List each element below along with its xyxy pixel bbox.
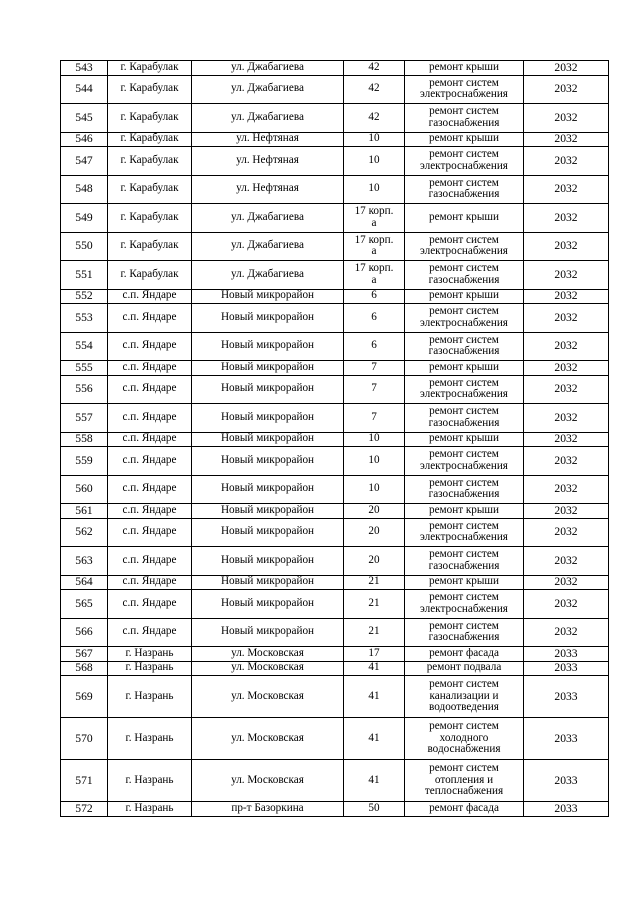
settlement-cell: с.п. Яндаре [108, 447, 192, 476]
settlement-cell: с.п. Яндаре [108, 304, 192, 333]
year-cell: 2032 [524, 432, 609, 447]
house-number-cell: 21 [344, 575, 405, 590]
work-type-cell: ремонт систем газоснабжения [405, 618, 524, 647]
work-type-cell: ремонт крыши [405, 361, 524, 376]
work-type-cell: ремонт систем электроснабжения [405, 147, 524, 176]
street-cell: ул. Московская [192, 647, 344, 662]
row-number-cell: 551 [61, 261, 108, 290]
table-row [61, 332, 609, 361]
row-number-cell: 552 [61, 289, 108, 304]
house-number-cell: 7 [344, 361, 405, 376]
work-type-cell: ремонт систем газоснабжения [405, 261, 524, 290]
year-cell: 2032 [524, 232, 609, 261]
street-cell: ул. Московская [192, 676, 344, 718]
work-type-cell: ремонт крыши [405, 132, 524, 147]
year-cell: 2033 [524, 661, 609, 676]
street-cell: ул. Джабагиева [192, 232, 344, 261]
street-cell: ул. Джабагиева [192, 261, 344, 290]
row-number-cell: 571 [61, 760, 108, 802]
settlement-cell: с.п. Яндаре [108, 289, 192, 304]
row-number-cell: 545 [61, 104, 108, 133]
street-cell: Новый микрорайон [192, 504, 344, 519]
work-type-cell: ремонт систем газоснабжения [405, 104, 524, 133]
row-number-cell: 560 [61, 475, 108, 504]
house-number-cell: 20 [344, 547, 405, 576]
work-type-cell: ремонт фасада [405, 802, 524, 817]
table-row [61, 375, 609, 404]
table-row [61, 204, 609, 233]
year-cell: 2032 [524, 204, 609, 233]
work-type-cell: ремонт систем газоснабжения [405, 404, 524, 433]
table-row [61, 432, 609, 447]
table-row [61, 447, 609, 476]
house-number-cell: 7 [344, 375, 405, 404]
settlement-cell: г. Назрань [108, 676, 192, 718]
settlement-cell: г. Карабулак [108, 132, 192, 147]
house-number-cell: 50 [344, 802, 405, 817]
street-cell: Новый микрорайон [192, 304, 344, 333]
table-row [61, 647, 609, 662]
table-row [61, 132, 609, 147]
row-number-cell: 554 [61, 332, 108, 361]
table-row [61, 61, 609, 76]
table-row [61, 718, 609, 760]
year-cell: 2032 [524, 61, 609, 76]
year-cell: 2032 [524, 575, 609, 590]
work-type-cell: ремонт систем газоснабжения [405, 332, 524, 361]
house-number-cell: 21 [344, 618, 405, 647]
settlement-cell: с.п. Яндаре [108, 332, 192, 361]
house-number-cell: 41 [344, 661, 405, 676]
table-body [61, 61, 609, 817]
settlement-cell: с.п. Яндаре [108, 432, 192, 447]
year-cell: 2032 [524, 447, 609, 476]
street-cell: Новый микрорайон [192, 375, 344, 404]
house-number-cell: 41 [344, 676, 405, 718]
table-row [61, 361, 609, 376]
house-number-cell: 10 [344, 132, 405, 147]
row-number-cell: 572 [61, 802, 108, 817]
year-cell: 2032 [524, 618, 609, 647]
settlement-cell: с.п. Яндаре [108, 404, 192, 433]
street-cell: ул. Нефтяная [192, 175, 344, 204]
repair-schedule-table [60, 60, 609, 817]
settlement-cell: с.п. Яндаре [108, 575, 192, 590]
work-type-cell: ремонт систем электроснабжения [405, 518, 524, 547]
row-number-cell: 567 [61, 647, 108, 662]
house-number-cell: 42 [344, 75, 405, 104]
street-cell: ул. Джабагиева [192, 104, 344, 133]
year-cell: 2032 [524, 590, 609, 619]
year-cell: 2032 [524, 375, 609, 404]
work-type-cell: ремонт систем электроснабжения [405, 590, 524, 619]
house-number-cell: 10 [344, 147, 405, 176]
row-number-cell: 557 [61, 404, 108, 433]
street-cell: ул. Московская [192, 718, 344, 760]
street-cell: Новый микрорайон [192, 332, 344, 361]
street-cell: Новый микрорайон [192, 289, 344, 304]
street-cell: Новый микрорайон [192, 575, 344, 590]
year-cell: 2032 [524, 104, 609, 133]
street-cell: Новый микрорайон [192, 404, 344, 433]
table-row [61, 304, 609, 333]
table-row [61, 147, 609, 176]
year-cell: 2033 [524, 718, 609, 760]
work-type-cell: ремонт крыши [405, 61, 524, 76]
row-number-cell: 556 [61, 375, 108, 404]
house-number-cell: 10 [344, 475, 405, 504]
work-type-cell: ремонт систем электроснабжения [405, 232, 524, 261]
house-number-cell: 10 [344, 432, 405, 447]
house-number-cell: 41 [344, 760, 405, 802]
year-cell: 2033 [524, 647, 609, 662]
table-row [61, 575, 609, 590]
row-number-cell: 558 [61, 432, 108, 447]
table-row [61, 475, 609, 504]
table-row [61, 232, 609, 261]
row-number-cell: 566 [61, 618, 108, 647]
house-number-cell: 41 [344, 718, 405, 760]
year-cell: 2033 [524, 760, 609, 802]
year-cell: 2032 [524, 547, 609, 576]
settlement-cell: с.п. Яндаре [108, 375, 192, 404]
row-number-cell: 568 [61, 661, 108, 676]
settlement-cell: с.п. Яндаре [108, 518, 192, 547]
table-row [61, 618, 609, 647]
row-number-cell: 564 [61, 575, 108, 590]
settlement-cell: г. Карабулак [108, 261, 192, 290]
settlement-cell: с.п. Яндаре [108, 618, 192, 647]
street-cell: ул. Джабагиева [192, 61, 344, 76]
settlement-cell: с.п. Яндаре [108, 475, 192, 504]
settlement-cell: с.п. Яндаре [108, 590, 192, 619]
street-cell: Новый микрорайон [192, 361, 344, 376]
house-number-cell: 20 [344, 504, 405, 519]
settlement-cell: г. Назрань [108, 647, 192, 662]
work-type-cell: ремонт систем газоснабжения [405, 175, 524, 204]
row-number-cell: 570 [61, 718, 108, 760]
work-type-cell: ремонт систем отопления и теплоснабжения [405, 760, 524, 802]
row-number-cell: 547 [61, 147, 108, 176]
year-cell: 2032 [524, 289, 609, 304]
year-cell: 2032 [524, 518, 609, 547]
work-type-cell: ремонт систем холодного водоснабжения [405, 718, 524, 760]
settlement-cell: г. Назрань [108, 661, 192, 676]
street-cell: ул. Джабагиева [192, 204, 344, 233]
table-row [61, 590, 609, 619]
work-type-cell: ремонт фасада [405, 647, 524, 662]
work-type-cell: ремонт систем газоснабжения [405, 475, 524, 504]
year-cell: 2032 [524, 261, 609, 290]
work-type-cell: ремонт систем канализации и водоотведения [405, 676, 524, 718]
row-number-cell: 561 [61, 504, 108, 519]
table-row [61, 504, 609, 519]
row-number-cell: 569 [61, 676, 108, 718]
year-cell: 2032 [524, 304, 609, 333]
house-number-cell: 6 [344, 304, 405, 333]
row-number-cell: 565 [61, 590, 108, 619]
year-cell: 2032 [524, 175, 609, 204]
house-number-cell: 6 [344, 289, 405, 304]
house-number-cell: 42 [344, 104, 405, 133]
house-number-cell: 10 [344, 447, 405, 476]
street-cell: Новый микрорайон [192, 547, 344, 576]
year-cell: 2032 [524, 132, 609, 147]
street-cell: Новый микрорайон [192, 518, 344, 547]
table-row [61, 760, 609, 802]
work-type-cell: ремонт подвала [405, 661, 524, 676]
house-number-cell: 20 [344, 518, 405, 547]
house-number-cell: 21 [344, 590, 405, 619]
street-cell: Новый микрорайон [192, 475, 344, 504]
work-type-cell: ремонт крыши [405, 575, 524, 590]
work-type-cell: ремонт крыши [405, 204, 524, 233]
street-cell: ул. Московская [192, 760, 344, 802]
house-number-cell: 42 [344, 61, 405, 76]
work-type-cell: ремонт систем электроснабжения [405, 75, 524, 104]
street-cell: ул. Нефтяная [192, 132, 344, 147]
house-number-cell: 6 [344, 332, 405, 361]
row-number-cell: 549 [61, 204, 108, 233]
year-cell: 2033 [524, 676, 609, 718]
row-number-cell: 562 [61, 518, 108, 547]
row-number-cell: 563 [61, 547, 108, 576]
row-number-cell: 546 [61, 132, 108, 147]
row-number-cell: 555 [61, 361, 108, 376]
table-row [61, 289, 609, 304]
year-cell: 2032 [524, 75, 609, 104]
street-cell: ул. Джабагиева [192, 75, 344, 104]
settlement-cell: г. Карабулак [108, 147, 192, 176]
settlement-cell: с.п. Яндаре [108, 547, 192, 576]
house-number-cell: 17 корп. а [344, 232, 405, 261]
year-cell: 2032 [524, 361, 609, 376]
work-type-cell: ремонт систем электроснабжения [405, 375, 524, 404]
table-row [61, 261, 609, 290]
street-cell: ул. Нефтяная [192, 147, 344, 176]
settlement-cell: г. Карабулак [108, 104, 192, 133]
street-cell: Новый микрорайон [192, 618, 344, 647]
settlement-cell: г. Назрань [108, 760, 192, 802]
settlement-cell: г. Карабулак [108, 232, 192, 261]
settlement-cell: г. Карабулак [108, 61, 192, 76]
settlement-cell: г. Карабулак [108, 75, 192, 104]
table-row [61, 518, 609, 547]
year-cell: 2033 [524, 802, 609, 817]
work-type-cell: ремонт крыши [405, 432, 524, 447]
house-number-cell: 17 корп. а [344, 261, 405, 290]
row-number-cell: 550 [61, 232, 108, 261]
settlement-cell: с.п. Яндаре [108, 361, 192, 376]
work-type-cell: ремонт систем электроснабжения [405, 304, 524, 333]
settlement-cell: г. Карабулак [108, 175, 192, 204]
year-cell: 2032 [524, 404, 609, 433]
street-cell: Новый микрорайон [192, 432, 344, 447]
row-number-cell: 544 [61, 75, 108, 104]
settlement-cell: г. Карабулак [108, 204, 192, 233]
row-number-cell: 559 [61, 447, 108, 476]
year-cell: 2032 [524, 147, 609, 176]
table-row [61, 676, 609, 718]
table-row [61, 404, 609, 433]
work-type-cell: ремонт крыши [405, 504, 524, 519]
year-cell: 2032 [524, 504, 609, 519]
row-number-cell: 543 [61, 61, 108, 76]
table-row [61, 661, 609, 676]
table-row [61, 175, 609, 204]
street-cell: пр-т Базоркина [192, 802, 344, 817]
row-number-cell: 548 [61, 175, 108, 204]
year-cell: 2032 [524, 332, 609, 361]
table-row [61, 75, 609, 104]
house-number-cell: 7 [344, 404, 405, 433]
table-row [61, 802, 609, 817]
row-number-cell: 553 [61, 304, 108, 333]
street-cell: ул. Московская [192, 661, 344, 676]
settlement-cell: г. Назрань [108, 718, 192, 760]
street-cell: Новый микрорайон [192, 590, 344, 619]
house-number-cell: 10 [344, 175, 405, 204]
work-type-cell: ремонт систем электроснабжения [405, 447, 524, 476]
house-number-cell: 17 [344, 647, 405, 662]
street-cell: Новый микрорайон [192, 447, 344, 476]
house-number-cell: 17 корп. а [344, 204, 405, 233]
work-type-cell: ремонт крыши [405, 289, 524, 304]
settlement-cell: с.п. Яндаре [108, 504, 192, 519]
year-cell: 2032 [524, 475, 609, 504]
table-row [61, 104, 609, 133]
work-type-cell: ремонт систем газоснабжения [405, 547, 524, 576]
table-row [61, 547, 609, 576]
settlement-cell: г. Назрань [108, 802, 192, 817]
